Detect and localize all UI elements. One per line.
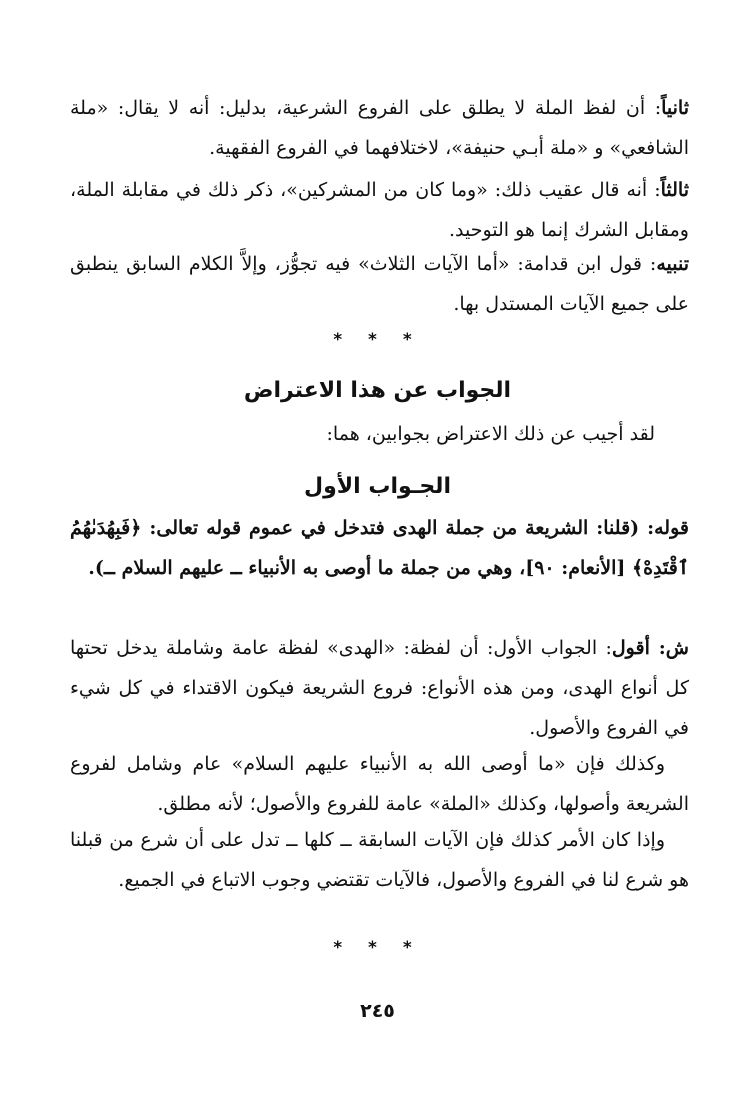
note-text: : قول ابن قدامة: «أما الآيات الثلاث» فيه تجوُّز، وإلاَّ الكلام السابق ينطبق على جميع الآيات المستدل بها. <box>70 253 689 315</box>
explanation-label: ش: أقول <box>611 637 689 659</box>
section-heading: الجواب عن هذا الاعتراض <box>243 378 512 403</box>
paragraph-note <box>70 244 689 324</box>
section-separator: * * * <box>333 330 422 350</box>
paragraph-thirdly <box>70 170 689 250</box>
paragraph-conclusion: وإذا كان الأمر كذلك فإن الآيات السابقة ــ كلها ــ تدل على أن شرع من قبلنا هو شرع لنا في الفروع والأصول، فالآيات تقتضي وجوب الاتباع في الجميع. <box>70 829 689 891</box>
paragraph-text: : أنه قال عقيب ذلك: «وما كان من المشركين»، ذكر ذلك في مقابلة الملة، ومقابل الشرك إنما هو التوحيد. <box>70 179 689 241</box>
explanation-paragraph <box>70 628 689 748</box>
subheading: الجـواب الأول <box>304 474 451 499</box>
paragraph-label: ثالثاً <box>660 179 689 201</box>
paragraph-secondly <box>70 88 689 168</box>
quote-paragraph: قوله: (قلنا: الشريعة من جملة الهدى فتدخل في عموم قوله تعالى: ﴿فَبِهُدَىٰهُمُ ٱقْتَدِهْ﴾ [الأنعام: ٩٠]، وهي من جملة ما أوصى به الأنبياء ــ عليهم السلام ــ). <box>70 517 689 579</box>
section-intro: لقد أجيب عن ذلك الاعتراض بجوابين، هما: <box>326 423 655 445</box>
section-separator: * * * <box>333 938 422 958</box>
paragraph-text: : أن لفظ الملة لا يطلق على الفروع الشرعية، بدليل: أنه لا يقال: «ملة الشافعي» و «ملة أبـي حنيفة»، لاختلافهما في الفروع الفقهية. <box>70 97 689 159</box>
note-label: تنبيه <box>656 253 689 275</box>
explanation-text: : الجواب الأول: أن لفظة: «الهدى» لفظة عامة وشاملة يدخل تحتها كل أنواع الهدى، ومن هذه الأنواع: فروع الشريعة فيكون الاقتداء في كل شيء في الفروع والأصول. <box>70 637 689 739</box>
paragraph-label: ثانياً <box>661 97 689 119</box>
paragraph-wasiyya: وكذلك فإن «ما أوصى الله به الأنبياء عليهم السلام» عام وشامل لفروع الشريعة وأصولها، وكذلك «الملة» عامة للفروع والأصول؛ لأنه مطلق. <box>70 753 689 815</box>
page-number: ٢٤٥ <box>360 1000 395 1022</box>
